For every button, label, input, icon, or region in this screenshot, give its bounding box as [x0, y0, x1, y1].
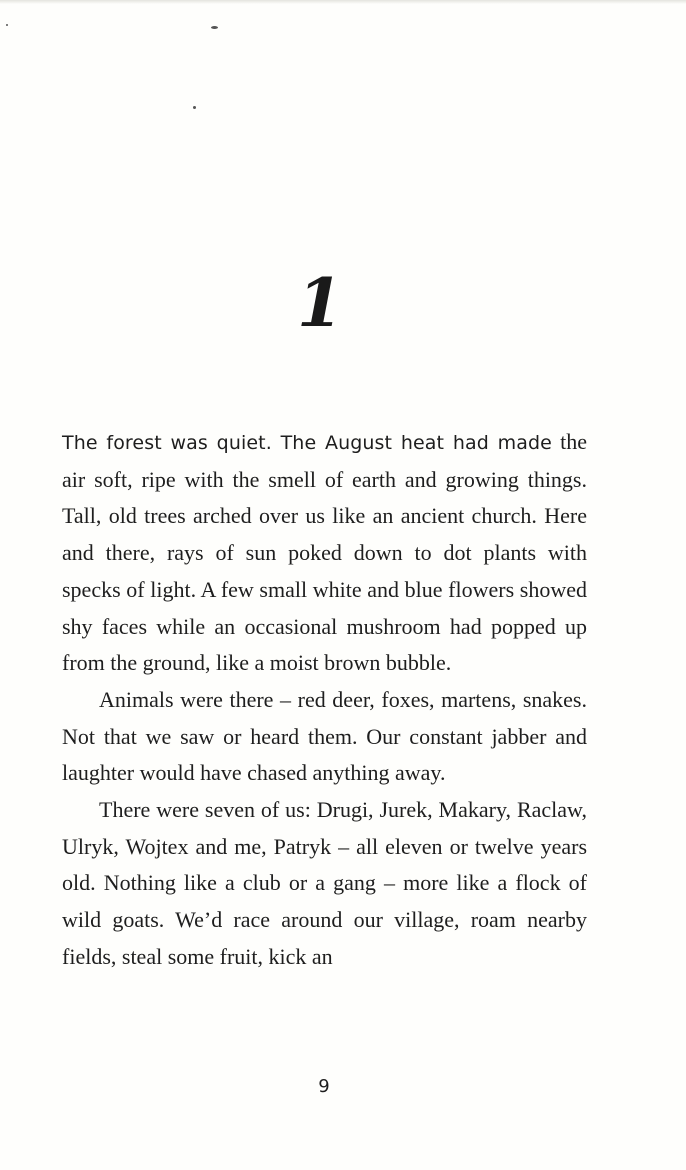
paragraph: There were seven of us: Drugi, Jurek, Makary, Raclaw, Ulryk, Wojtex and me, Patryk – all eleven or twelve years old. Nothing like a club or a gang – more like a flock of wild goats. We’d race around our village, roam nearby fields, steal some fruit, kick an	[62, 797, 587, 969]
ink-speck	[193, 106, 196, 109]
ink-speck	[6, 24, 8, 26]
page-number: 9	[318, 1076, 330, 1097]
chapter-number: 1	[297, 264, 343, 342]
page-top-edge	[0, 0, 686, 4]
paragraph: Animals were there – red deer, foxes, martens, snakes. Not that we saw or heard them. Our constant jabber and laughter would have chased anything away.	[62, 686, 587, 786]
paragraph-text: the air soft, ripe with the smell of earth and growing things. Tall, old trees arched over us like an ancient church. Here and there, rays of sun poked down to dot plants with specks of light. A few small white and blue flowers showed shy faces while an occasional mushroom had popped up from the ground, like a moist brown bubble.	[62, 429, 587, 676]
paragraph	[62, 424, 587, 682]
paragraph-lead-in: The forest was quiet. The August heat had made	[62, 432, 552, 454]
ink-speck	[211, 26, 218, 29]
chapter-body-text	[62, 424, 587, 976]
